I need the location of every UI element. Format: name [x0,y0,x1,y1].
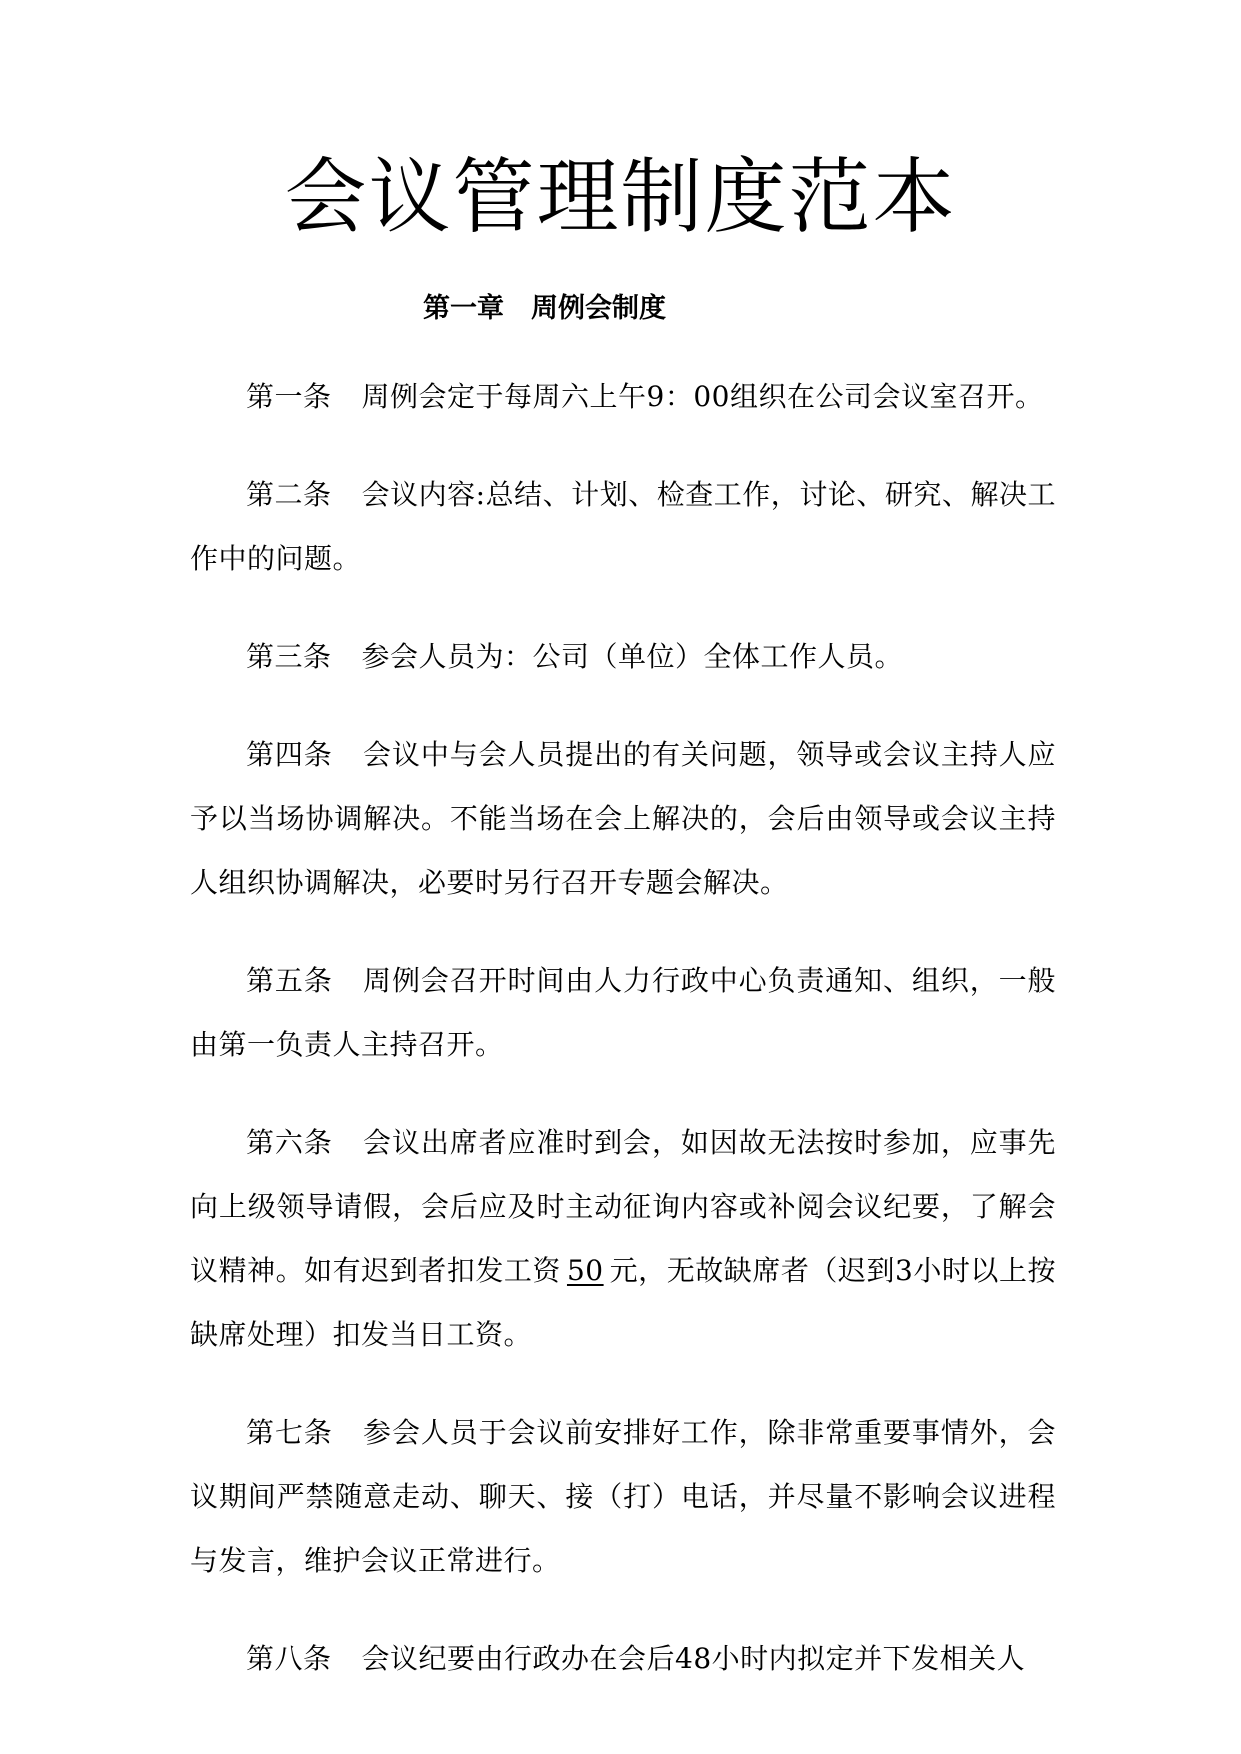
article-list [190,365,1056,1725]
article-number: 第四条 [246,738,333,771]
article-text: 会议出席者应准时到会，如因故无法按时参加，应事先向上级领导请假，会后应及时主动征询内容或补阅会议纪要，了解会议精神。如有迟到者扣发工资 [190,1126,1056,1287]
article-paragraph [190,365,1056,429]
document-title: 会议管理制度范本 [284,150,957,245]
article-number: 第一条 [246,380,332,413]
article-text: 元，无故缺席者（迟到3小时以上按缺席处理）扣发当日工资。 [190,1254,1056,1351]
article-number: 第六条 [246,1126,333,1159]
article-paragraph [190,723,1056,915]
article-paragraph [190,1627,1056,1691]
article-text: 周例会召开时间由人力行政中心负责通知、组织，一般由第一负责人主持召开。 [190,964,1056,1061]
article-paragraph [190,1401,1056,1593]
article-text: 会议内容:总结、计划、检查工作，讨论、研究、解决工作中的问题。 [190,478,1056,575]
article-number: 第三条 [246,640,332,673]
article-text: 参会人员为：公司（单位）全体工作人员。 [361,640,904,673]
article-paragraph [190,463,1056,591]
article-number: 第二条 [246,478,332,511]
article-paragraph [190,949,1056,1077]
article-text: 会议中与会人员提出的有关问题，领导或会议主持人应予以当场协调解决。不能当场在会上解决的，会后由领导或会议主持人组织协调解决，必要时另行召开专题会解决。 [190,738,1056,899]
article-number: 第五条 [246,964,333,997]
chapter-heading: 第一章 周例会制度 [423,293,666,324]
article-paragraph [190,625,1056,689]
article-number: 第七条 [246,1416,333,1449]
article-number: 第八条 [246,1642,332,1675]
article-text: 周例会定于每周六上午9：00组织在公司会议室召开。 [361,380,1044,413]
underlined-amount: 50 [566,1254,604,1287]
article-paragraph [190,1111,1056,1367]
article-text: 参会人员于会议前安排好工作，除非常重要事情外，会议期间严禁随意走动、聊天、接（打）电话，并尽量不影响会议进程与发言，维护会议正常进行。 [190,1416,1056,1577]
article-text: 会议纪要由行政办在会后48小时内拟定并下发相关人 [361,1642,1026,1675]
